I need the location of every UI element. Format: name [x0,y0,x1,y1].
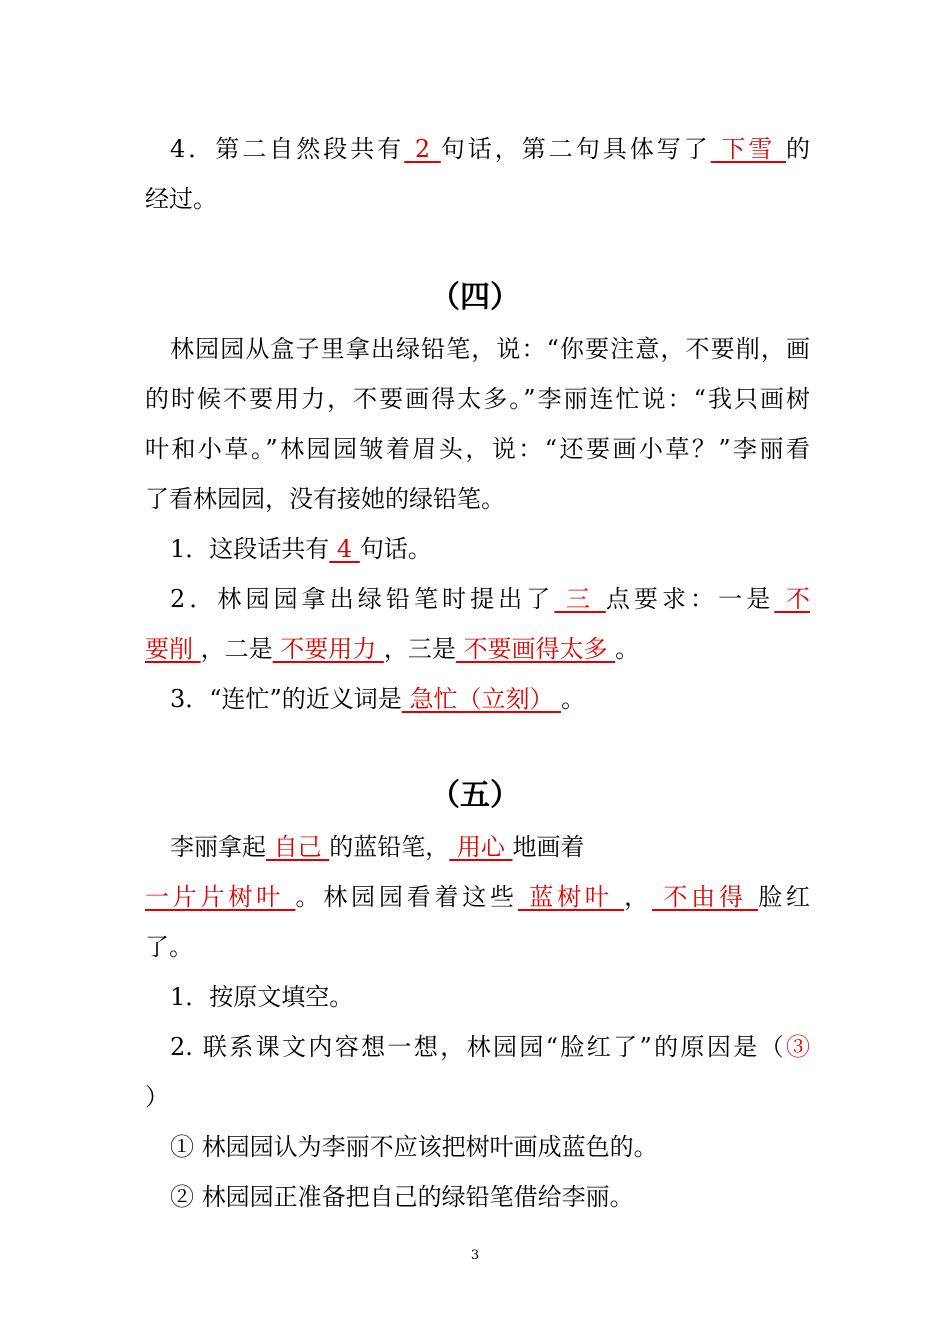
s5-question-1: 1．按原文填空。 [170,983,354,1011]
s4-question-1: 1．这段话共有 4 句话。 [170,535,432,563]
answer-blank: 自己 [266,833,330,861]
s3-question-4-line-2: 经过。 [145,185,217,213]
s4-passage-line-1: 林园园从盒子里拿出绿铅笔，说：“你要注意，不要削，画 [170,335,810,363]
section-heading-5: （五） [430,778,520,813]
s3-question-4-line-1: 4．第二自然段共有 2 句话，第二句具体写了 下雪 的 [170,135,810,163]
s5-option-2: ② 林园园正准备把自己的绿铅笔借给李丽。 [170,1183,634,1211]
s5-question-2-line-1: 2. 联系课文内容想一想，林园园“脸红了”的原因是（③ [170,1033,810,1061]
s4-question-3: 3．“连忙”的近义词是 急忙（立刻） 。 [170,685,586,713]
s4-passage-line-3: 叶和小草。”林园园皱着眉头，说：“还要画小草？”李丽看 [145,435,810,463]
answer-blank: 不 [774,585,810,613]
s4-question-2-line-1: 2．林园园拿出绿铅笔时提出了 三 点要求：一是 不 [170,585,810,613]
answer-blank: 下雪 [710,135,786,163]
answer-blank: 用心 [449,833,513,861]
answer-blank: 不要用力 [272,635,384,663]
page-number: 3 [470,1248,480,1263]
answer-blank: 4 [329,535,360,563]
section-heading-4: （四） [430,280,520,315]
s5-passage-line-3: 了。 [145,933,193,961]
s5-question-2-line-2: ） [145,1083,169,1111]
answer-blank: 要削 [145,635,201,663]
answer-blank: 一片片树叶 [145,883,296,911]
s5-option-1: ① 林园园认为李丽不应该把树叶画成蓝色的。 [170,1133,658,1161]
answer-blank: 不由得 [651,883,759,911]
s5-passage-line-2: 一片片树叶 。林园园看着这些 蓝树叶 ， 不由得 脸红 [145,883,811,911]
s4-question-2-line-2: 要削 ，二是 不要用力 ，三是 不要画得太多 。 [145,635,640,663]
answer-blank: 蓝树叶 [517,883,625,911]
s4-passage-line-2: 的时候不要用力，不要画得太多。”李丽连忙说：“我只画树 [145,385,810,413]
s4-passage-line-4: 了看林园园，没有接她的绿铅笔。 [145,485,505,513]
answer-blank: 2 [404,135,441,163]
answer-choice: ③ [786,1033,810,1061]
answer-blank: 不要画得太多 [455,635,616,663]
s5-passage-line-1: 李丽拿起 自己 的蓝铅笔， 用心 地画着 [170,833,585,861]
answer-blank: 急忙（立刻） [401,685,562,713]
answer-blank: 三 [554,585,606,613]
